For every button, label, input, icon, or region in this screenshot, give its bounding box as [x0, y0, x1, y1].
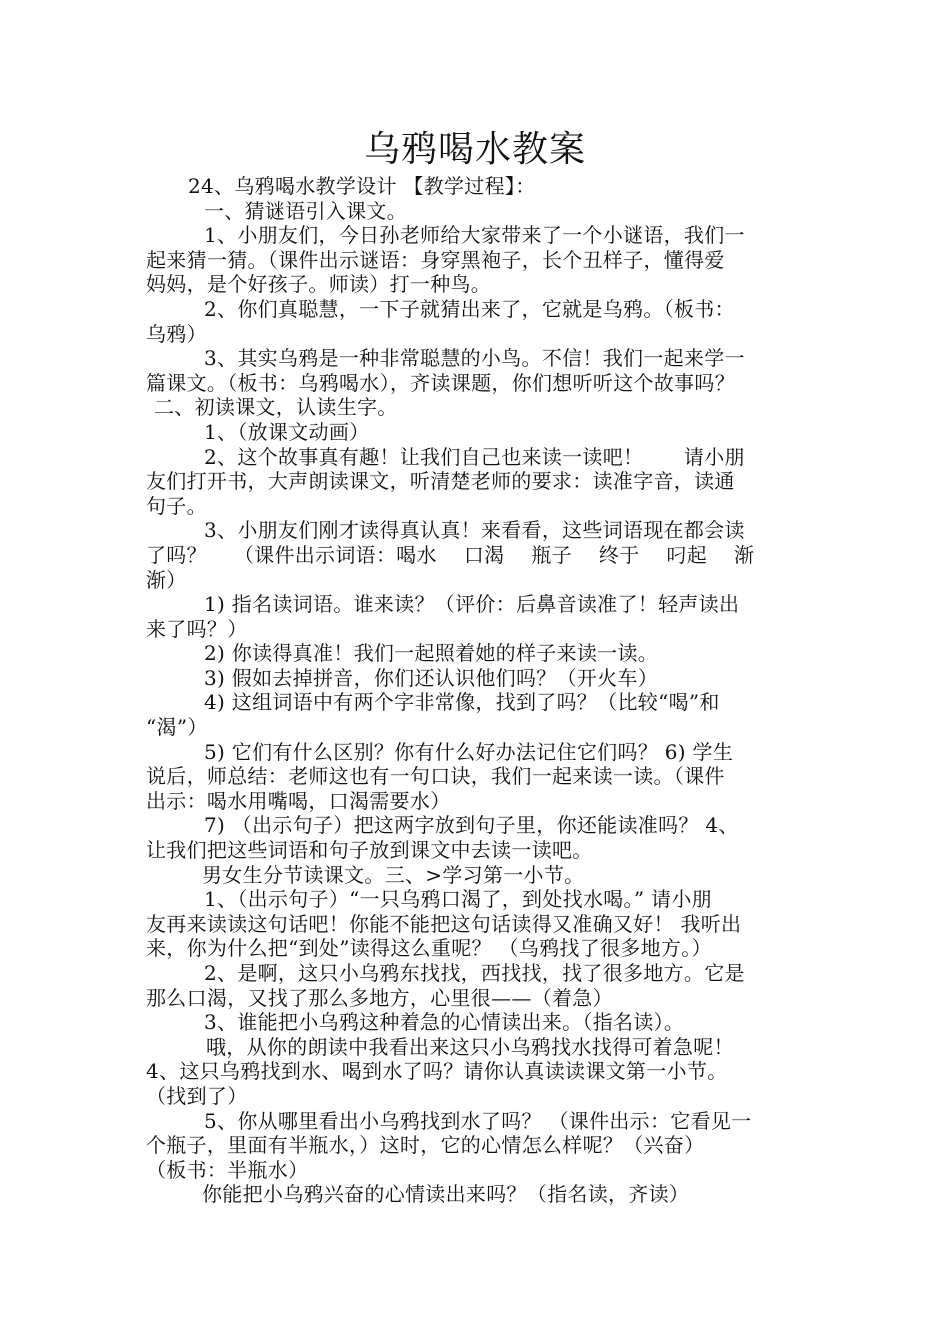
document-body [146, 174, 816, 1207]
body-line: 乌鸦） [146, 321, 207, 346]
body-line: 妈妈，是个好孩子。师读）打一种鸟。 [146, 272, 492, 297]
body-line: 24、乌鸦喝水教学设计 【教学过程】： [188, 174, 536, 198]
body-line: 一、猜谜语引入课文。 [204, 198, 407, 223]
body-line: 7) （出示句子）把这两字放到句子里，你还能读准吗？ 4、 [204, 813, 739, 838]
body-line: 5、你从哪里看出小乌鸦找到水了吗？ （课件出示：它看见一 [204, 1108, 752, 1133]
body-line: 句子。 [146, 493, 207, 518]
body-line: 男女生分节读课文。三、>学习第一小节。 [202, 862, 585, 887]
body-line: 3) 假如去掉拼音，你们还认识他们吗？（开火车） [204, 665, 659, 690]
body-line: 个瓶子，里面有半瓶水，）这时，它的心情怎么样呢？（兴奋） [146, 1133, 705, 1158]
body-line: 1、小朋友们，今日孙老师给大家带来了一个小谜语，我们一 [204, 223, 745, 248]
document-title: 乌鸦喝水教案 [363, 129, 586, 170]
body-line: 篇课文。（板书：乌鸦喝水），齐读课题，你们想听听这个故事吗？ [146, 370, 735, 395]
body-line: 了吗？ （课件出示词语：喝水 口渴 瓶子 终于 叼起 渐 [146, 542, 755, 567]
body-line: 你能把小乌鸦兴奋的心情读出来吗？（指名读，齐读） [202, 1182, 690, 1207]
body-line: 2、这个故事真有趣！让我们自己也来读一读吧！ 请小朋 [204, 444, 745, 469]
body-line: 1、（出示句子）“一只乌鸦口渴了，到处找水喝。” 请小朋 [204, 887, 712, 912]
body-line: 友再来读读这句话吧！你能不能把这句话读得又准确又好！ 我听出 [146, 911, 742, 936]
body-line: 4) 这组词语中有两个字非常像，找到了吗？（比较“喝”和 [204, 690, 720, 715]
body-line: （板书：半瓶水） [146, 1157, 309, 1182]
body-line: 2、是啊，这只小乌鸦东找找，西找找，找了很多地方。它是 [204, 961, 745, 985]
body-line: 出示：喝水用嘴喝，口渴需要水） [146, 788, 451, 813]
body-line: 友们打开书，大声朗读课文，听清楚老师的要求：读准字音，读通 [146, 469, 735, 494]
body-line: 1) 指名读词语。谁来读？（评价：后鼻音读准了！轻声读出 [204, 592, 740, 617]
body-line: 5) 它们有什么区别？你有什么好办法记住它们吗？ 6) 学生 [204, 739, 734, 764]
body-line: 4、这只乌鸦找到水、喝到水了吗？请你认真读读课文第一小节。 [146, 1059, 728, 1084]
body-line: 2) 你读得真准！我们一起照着她的样子来读一读。 [204, 641, 659, 666]
body-line: 3、谁能把小乌鸦这种着急的心情读出来。（指名读）。 [204, 1010, 685, 1035]
body-line: 起来猜一猜。（课件出示谜语：身穿黑袍子，长个丑样子，懂得爱 [146, 247, 725, 272]
body-line: 1、（放课文动画） [204, 419, 370, 444]
body-line: 来，你为什么把“到处”读得这么重呢？ （乌鸦找了很多地方。） [146, 936, 712, 961]
body-line: 让我们把这些词语和句子放到课文中去读一读吧。 [146, 838, 593, 863]
body-line: 哦，从你的朗读中我看出来这只小乌鸦找水找得可着急呢！ [206, 1034, 734, 1059]
body-line: 来了吗？） [146, 616, 248, 641]
body-line: “渴”） [146, 715, 208, 740]
body-line: 那么口渴，又找了那么多地方，心里很——（着急） [146, 985, 613, 1010]
body-line: （找到了） [146, 1083, 248, 1108]
body-line: 3、其实乌鸦是一种非常聪慧的小鸟。不信！我们一起来学一 [204, 346, 745, 371]
body-line: 二、初读课文，认读生字。 [154, 395, 398, 420]
body-line: 说后，师总结：老师这也有一句口诀，我们一起来读一读。（课件 [146, 764, 725, 789]
body-line: 3、小朋友们刚才读得真认真！来看看，这些词语现在都会读 [204, 518, 745, 543]
body-line: 2、你们真聪慧，一下子就猜出来了，它就是乌鸦。（板书： [204, 296, 735, 321]
body-line: 渐） [146, 567, 187, 592]
